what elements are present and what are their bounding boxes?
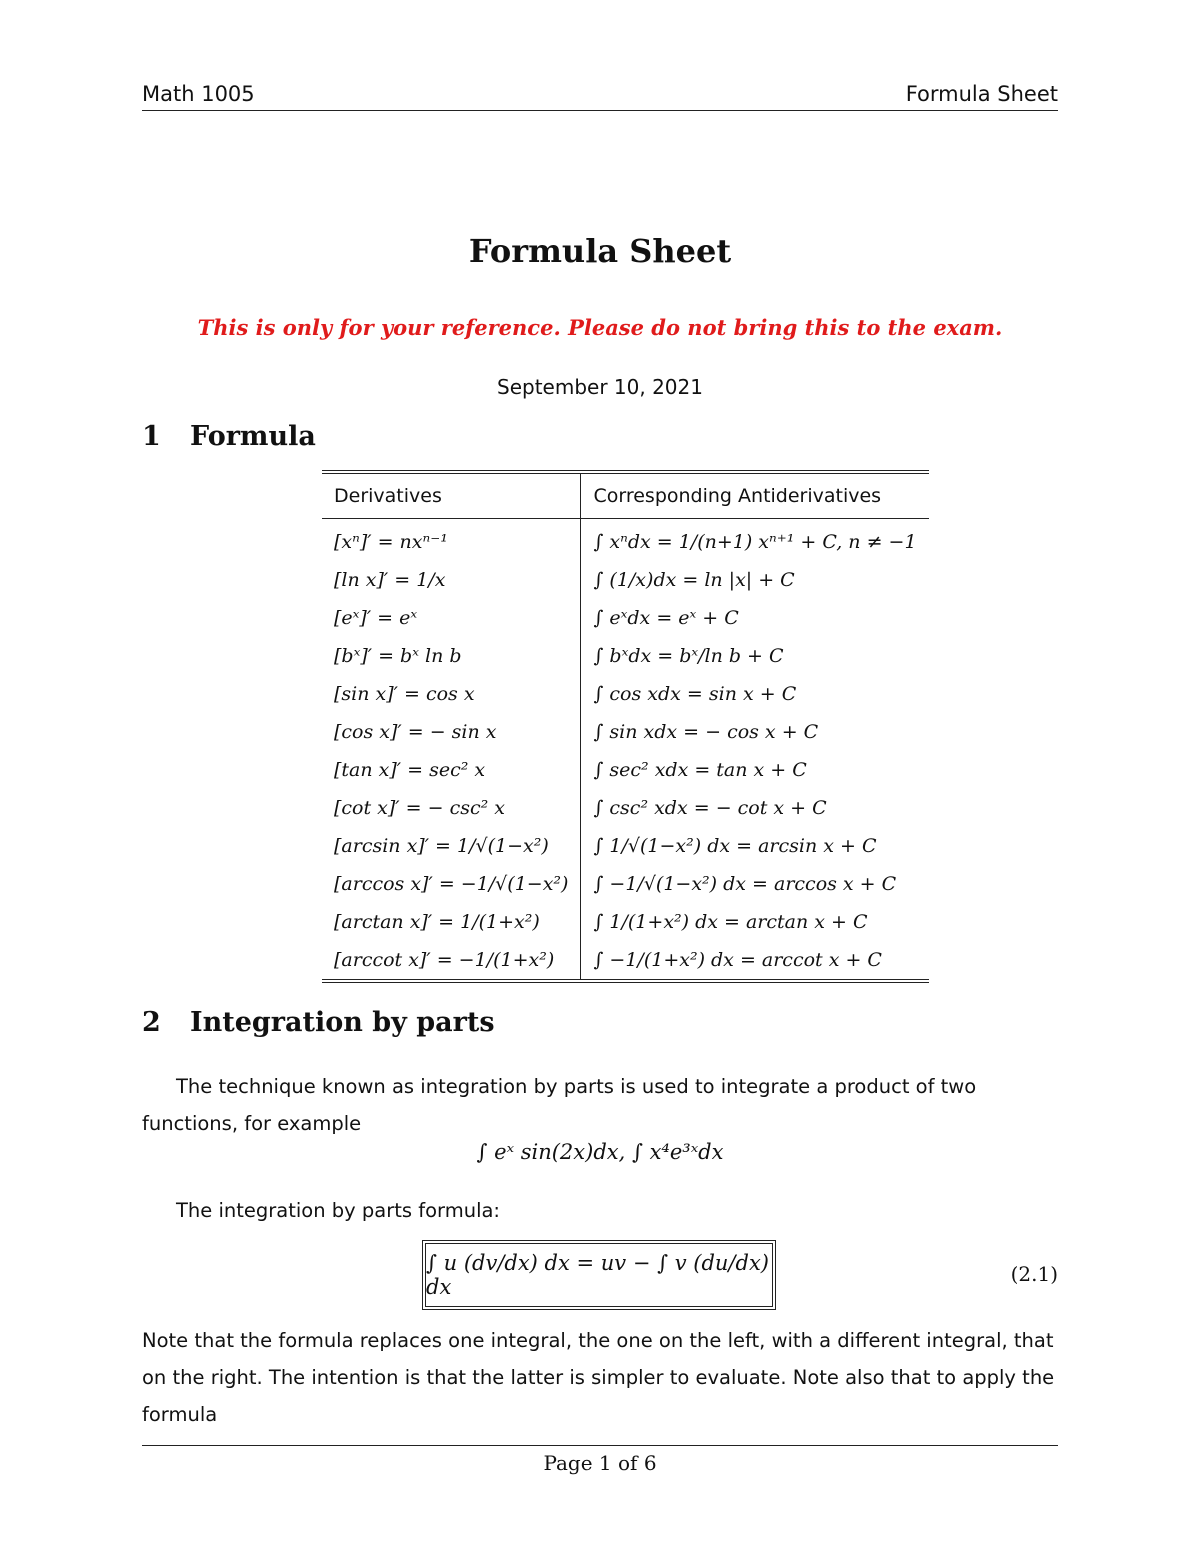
- table-row: [322, 827, 929, 865]
- table-row: [322, 637, 929, 675]
- page-footer: [142, 1445, 1058, 1475]
- column-header-derivatives: Derivatives: [322, 472, 581, 519]
- table-row: [322, 713, 929, 751]
- section-title: Integration by parts: [190, 1007, 495, 1038]
- antiderivative-cell: ∫ cos xdx = sin x + C: [593, 683, 797, 705]
- section-number: 2: [142, 1007, 161, 1038]
- antiderivative-cell: ∫ 1/√(1−x²) dx = arcsin x + C: [593, 835, 877, 857]
- derivative-cell: [tan x]′ = sec² x: [322, 751, 581, 789]
- derivative-cell: [sin x]′ = cos x: [322, 675, 581, 713]
- column-header-antiderivatives: Corresponding Antiderivatives: [593, 485, 882, 507]
- equation-number: (2.1): [1010, 1262, 1058, 1286]
- intro-paragraph: The technique known as integration by parts is used to integrate a product of two functions, for example: [142, 1075, 977, 1135]
- antiderivative-cell: ∫ −1/√(1−x²) dx = arccos x + C: [593, 873, 897, 895]
- antiderivative-cell: ∫ sin xdx = − cos x + C: [593, 721, 819, 743]
- table-row: [322, 865, 929, 903]
- integration-by-parts-formula: ∫ u (dv/dx) dx = uv − ∫ v (du/dx) dx: [425, 1243, 773, 1307]
- derivative-cell: [cot x]′ = − csc² x: [322, 789, 581, 827]
- antiderivative-cell: ∫ −1/(1+x²) dx = arccot x + C: [581, 941, 929, 981]
- section-title: Formula: [190, 421, 316, 452]
- table-row: [322, 789, 929, 827]
- table-row: [322, 751, 929, 789]
- page-header: [142, 80, 1058, 111]
- table-row: [322, 519, 929, 562]
- derivative-cell: [xⁿ]′ = nxⁿ⁻¹: [322, 519, 581, 562]
- derivative-cell: [arccot x]′ = −1/(1+x²): [322, 941, 581, 981]
- formula-intro: The integration by parts formula:: [176, 1199, 501, 1222]
- table-row: [322, 941, 929, 981]
- antiderivative-cell: ∫ csc² xdx = − cot x + C: [593, 797, 827, 819]
- page-number: Page 1 of 6: [543, 1451, 657, 1475]
- antiderivative-cell: ∫ 1/(1+x²) dx = arctan x + C: [593, 911, 868, 933]
- section-heading-formula: [142, 421, 316, 452]
- section-heading-integration-by-parts: [142, 1007, 495, 1038]
- section-number: 1: [142, 421, 161, 452]
- table-row: [322, 599, 929, 637]
- note-paragraph: Note that the formula replaces one integral, the one on the left, with a different integral, that on the right. The intention is that the latter is simpler to evaluate. Note also that to apply the formula: [142, 1329, 1055, 1426]
- antiderivative-cell: ∫ (1/x)dx = ln |x| + C: [593, 569, 795, 591]
- derivative-cell: [bˣ]′ = bˣ ln b: [322, 637, 581, 675]
- derivative-cell: [arctan x]′ = 1/(1+x²): [322, 903, 581, 941]
- derivative-cell: [arccos x]′ = −1/√(1−x²): [322, 865, 581, 903]
- derivative-cell: [cos x]′ = − sin x: [322, 713, 581, 751]
- derivative-cell: [ln x]′ = 1/x: [322, 561, 581, 599]
- example-integrals: ∫ eˣ sin(2x)dx, ∫ x⁴e³ˣdx: [476, 1140, 724, 1164]
- antiderivative-cell: ∫ xⁿdx = 1/(n+1) xⁿ⁺¹ + C, n ≠ −1: [593, 531, 917, 553]
- reference-notice: This is only for your reference. Please do not bring this to the exam.: [197, 315, 1003, 340]
- table-row: [322, 561, 929, 599]
- table-row: [322, 903, 929, 941]
- antiderivative-cell: ∫ eˣdx = eˣ + C: [593, 607, 739, 629]
- antiderivative-cell: ∫ bˣdx = bˣ/ln b + C: [593, 645, 784, 667]
- sheet-label: Formula Sheet: [905, 82, 1058, 106]
- formula-table: [322, 470, 929, 983]
- document-date: September 10, 2021: [497, 375, 703, 399]
- table-row: [322, 675, 929, 713]
- course-label: Math 1005: [142, 82, 255, 106]
- table-header-row: [322, 472, 929, 519]
- antiderivative-cell: ∫ sec² xdx = tan x + C: [593, 759, 807, 781]
- page-title: Formula Sheet: [468, 232, 732, 270]
- derivative-cell: [arcsin x]′ = 1/√(1−x²): [322, 827, 581, 865]
- derivative-cell: [eˣ]′ = eˣ: [322, 599, 581, 637]
